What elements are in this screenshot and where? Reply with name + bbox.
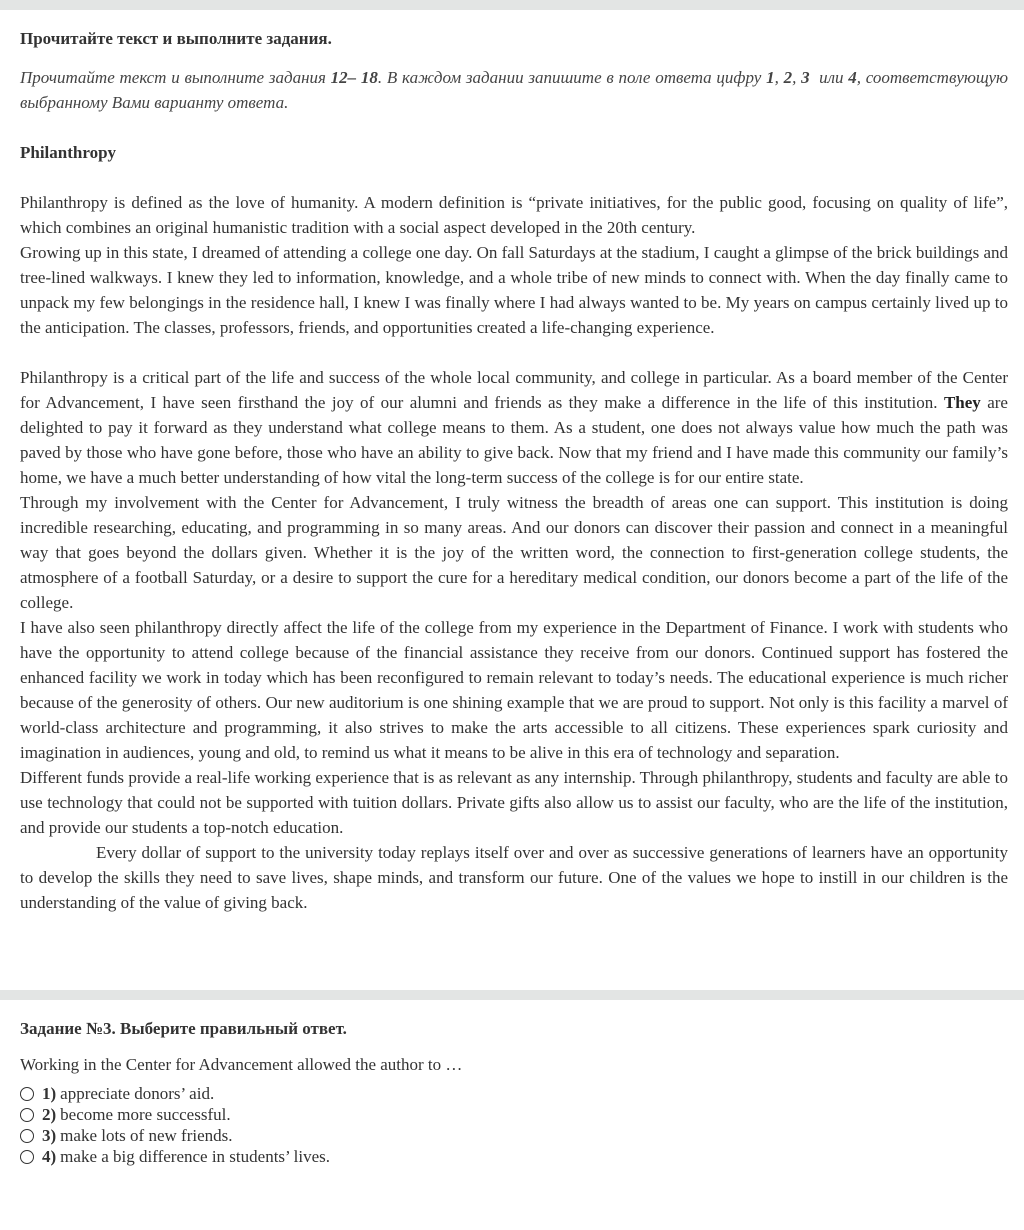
radio-button-1[interactable] — [20, 1087, 34, 1101]
answer-option-text: make lots of new friends. — [60, 1125, 233, 1145]
paragraph-1: Philanthropy is defined as the love of humanity. A modern definition is “private initiatives, for the public good, focusing on quality of life”, which combines an original humanistic tradition with a social aspect developed in the 20th century. — [20, 193, 1008, 237]
paragraph-3: Philanthropy is a critical part of the life and success of the whole local community, and college in particular. As a board member of the Center for Advancement, I have seen firsthand the joy of our alumni and friends as they make a difference in the life of this institution. They are delighted to pay it forward as they understand what college means to them. As a student, one does not always value how much the path was paved by those who have gone before, those who have an ability to give back. Now that my friend and I have made this community our family’s home, we have a much better understanding of how vital the long-term success of the college is for our entire state. — [20, 368, 1008, 487]
answer-option-text: make a big difference in students’ lives. — [60, 1146, 331, 1166]
radio-button-4[interactable] — [20, 1150, 34, 1164]
answer-option-1[interactable]: 1) appreciate donors’ aid. — [20, 1083, 1008, 1104]
answer-option-text: appreciate donors’ aid. — [60, 1083, 215, 1103]
answer-option-3[interactable]: 3) make lots of new friends. — [20, 1125, 1008, 1146]
radio-button-3[interactable] — [20, 1129, 34, 1143]
top-divider-bar — [0, 0, 1024, 10]
paragraph-7: Every dollar of support to the university today replays itself over and over as successive generations of learners have an opportunity to develop the skills they need to save lives, shape minds, and transform our future. One of the values we hope to instill in our children is the understanding of the value of giving back. — [20, 843, 1008, 912]
reading-section — [0, 10, 1024, 990]
paragraph-5: I have also seen philanthropy directly affect the life of the college from my experience in the Department of Finance. I work with students who have the opportunity to attend college because of the financial assistance they receive from our donors. Continued support has fostered the enhanced facility we work in today which has been reconfigured to remain relevant to today’s needs. The educational experience is much richer because of the generosity of others. Our new auditorium is one shining example that we are proud to support. Not only is this facility a marvel of world-class architecture and programming, it also strives to make the arts accessible to all citizens. These experiences spark curiosity and imagination in audiences, young and old, to remind us what it means to be alive in this era of technology and separation. — [20, 618, 1008, 762]
answer-options — [20, 1083, 1008, 1167]
answer-option-text: become more successful. — [60, 1104, 231, 1124]
paragraph-4: Through my involvement with the Center for Advancement, I truly witness the breadth of areas one can support. This institution is doing incredible researching, educating, and programming in so many areas. And our donors can discover their passion and connect in a meaningful way that goes beyond the dollars given. Whether it is the joy of the written word, the connection to first-generation college students, the atmosphere of a football Saturday, or a desire to support the cure for a hereditary medical condition, our donors become a part of the life of the college. — [20, 493, 1008, 612]
reading-instructions: Прочитайте текст и выполните задания 12– 18. В каждом задании запишите в поле ответа цифру 1, 2, 3 или 4, соответствующую выбранному Вами варианту ответа. — [20, 68, 1008, 112]
task-heading: Задание №3. Выберите правильный ответ. — [20, 1019, 347, 1038]
paragraph-6: Different funds provide a real-life working experience that is as relevant as any internship. Through philanthropy, students and faculty are able to use technology that could not be supported with tuition dollars. Private gifts also allow us to assist our faculty, who are the life of the institution, and provide our students a top-notch education. — [20, 768, 1008, 837]
task-section — [0, 1000, 1024, 1167]
task-question: Working in the Center for Advancement allowed the author to … — [20, 1055, 463, 1074]
radio-button-2[interactable] — [20, 1108, 34, 1122]
answer-option-4[interactable]: 4) make a big difference in students’ lives. — [20, 1146, 1008, 1167]
text-title: Philanthropy — [20, 143, 117, 162]
reading-heading: Прочитайте текст и выполните задания. — [20, 29, 332, 48]
paragraph-2: Growing up in this state, I dreamed of attending a college one day. On fall Saturdays at the stadium, I caught a glimpse of the brick buildings and tree-lined walkways. I knew they led to information, knowledge, and a whole tribe of new minds to connect with. When the day finally came to unpack my few belongings in the residence hall, I knew I was finally where I had always wanted to be. My years on campus certainly lived up to the anticipation. The classes, professors, friends, and opportunities created a life-changing experience. — [20, 243, 1008, 337]
highlighted-word: They — [943, 393, 981, 412]
section-divider-bar — [0, 990, 1024, 1000]
answer-option-2[interactable]: 2) become more successful. — [20, 1104, 1008, 1125]
